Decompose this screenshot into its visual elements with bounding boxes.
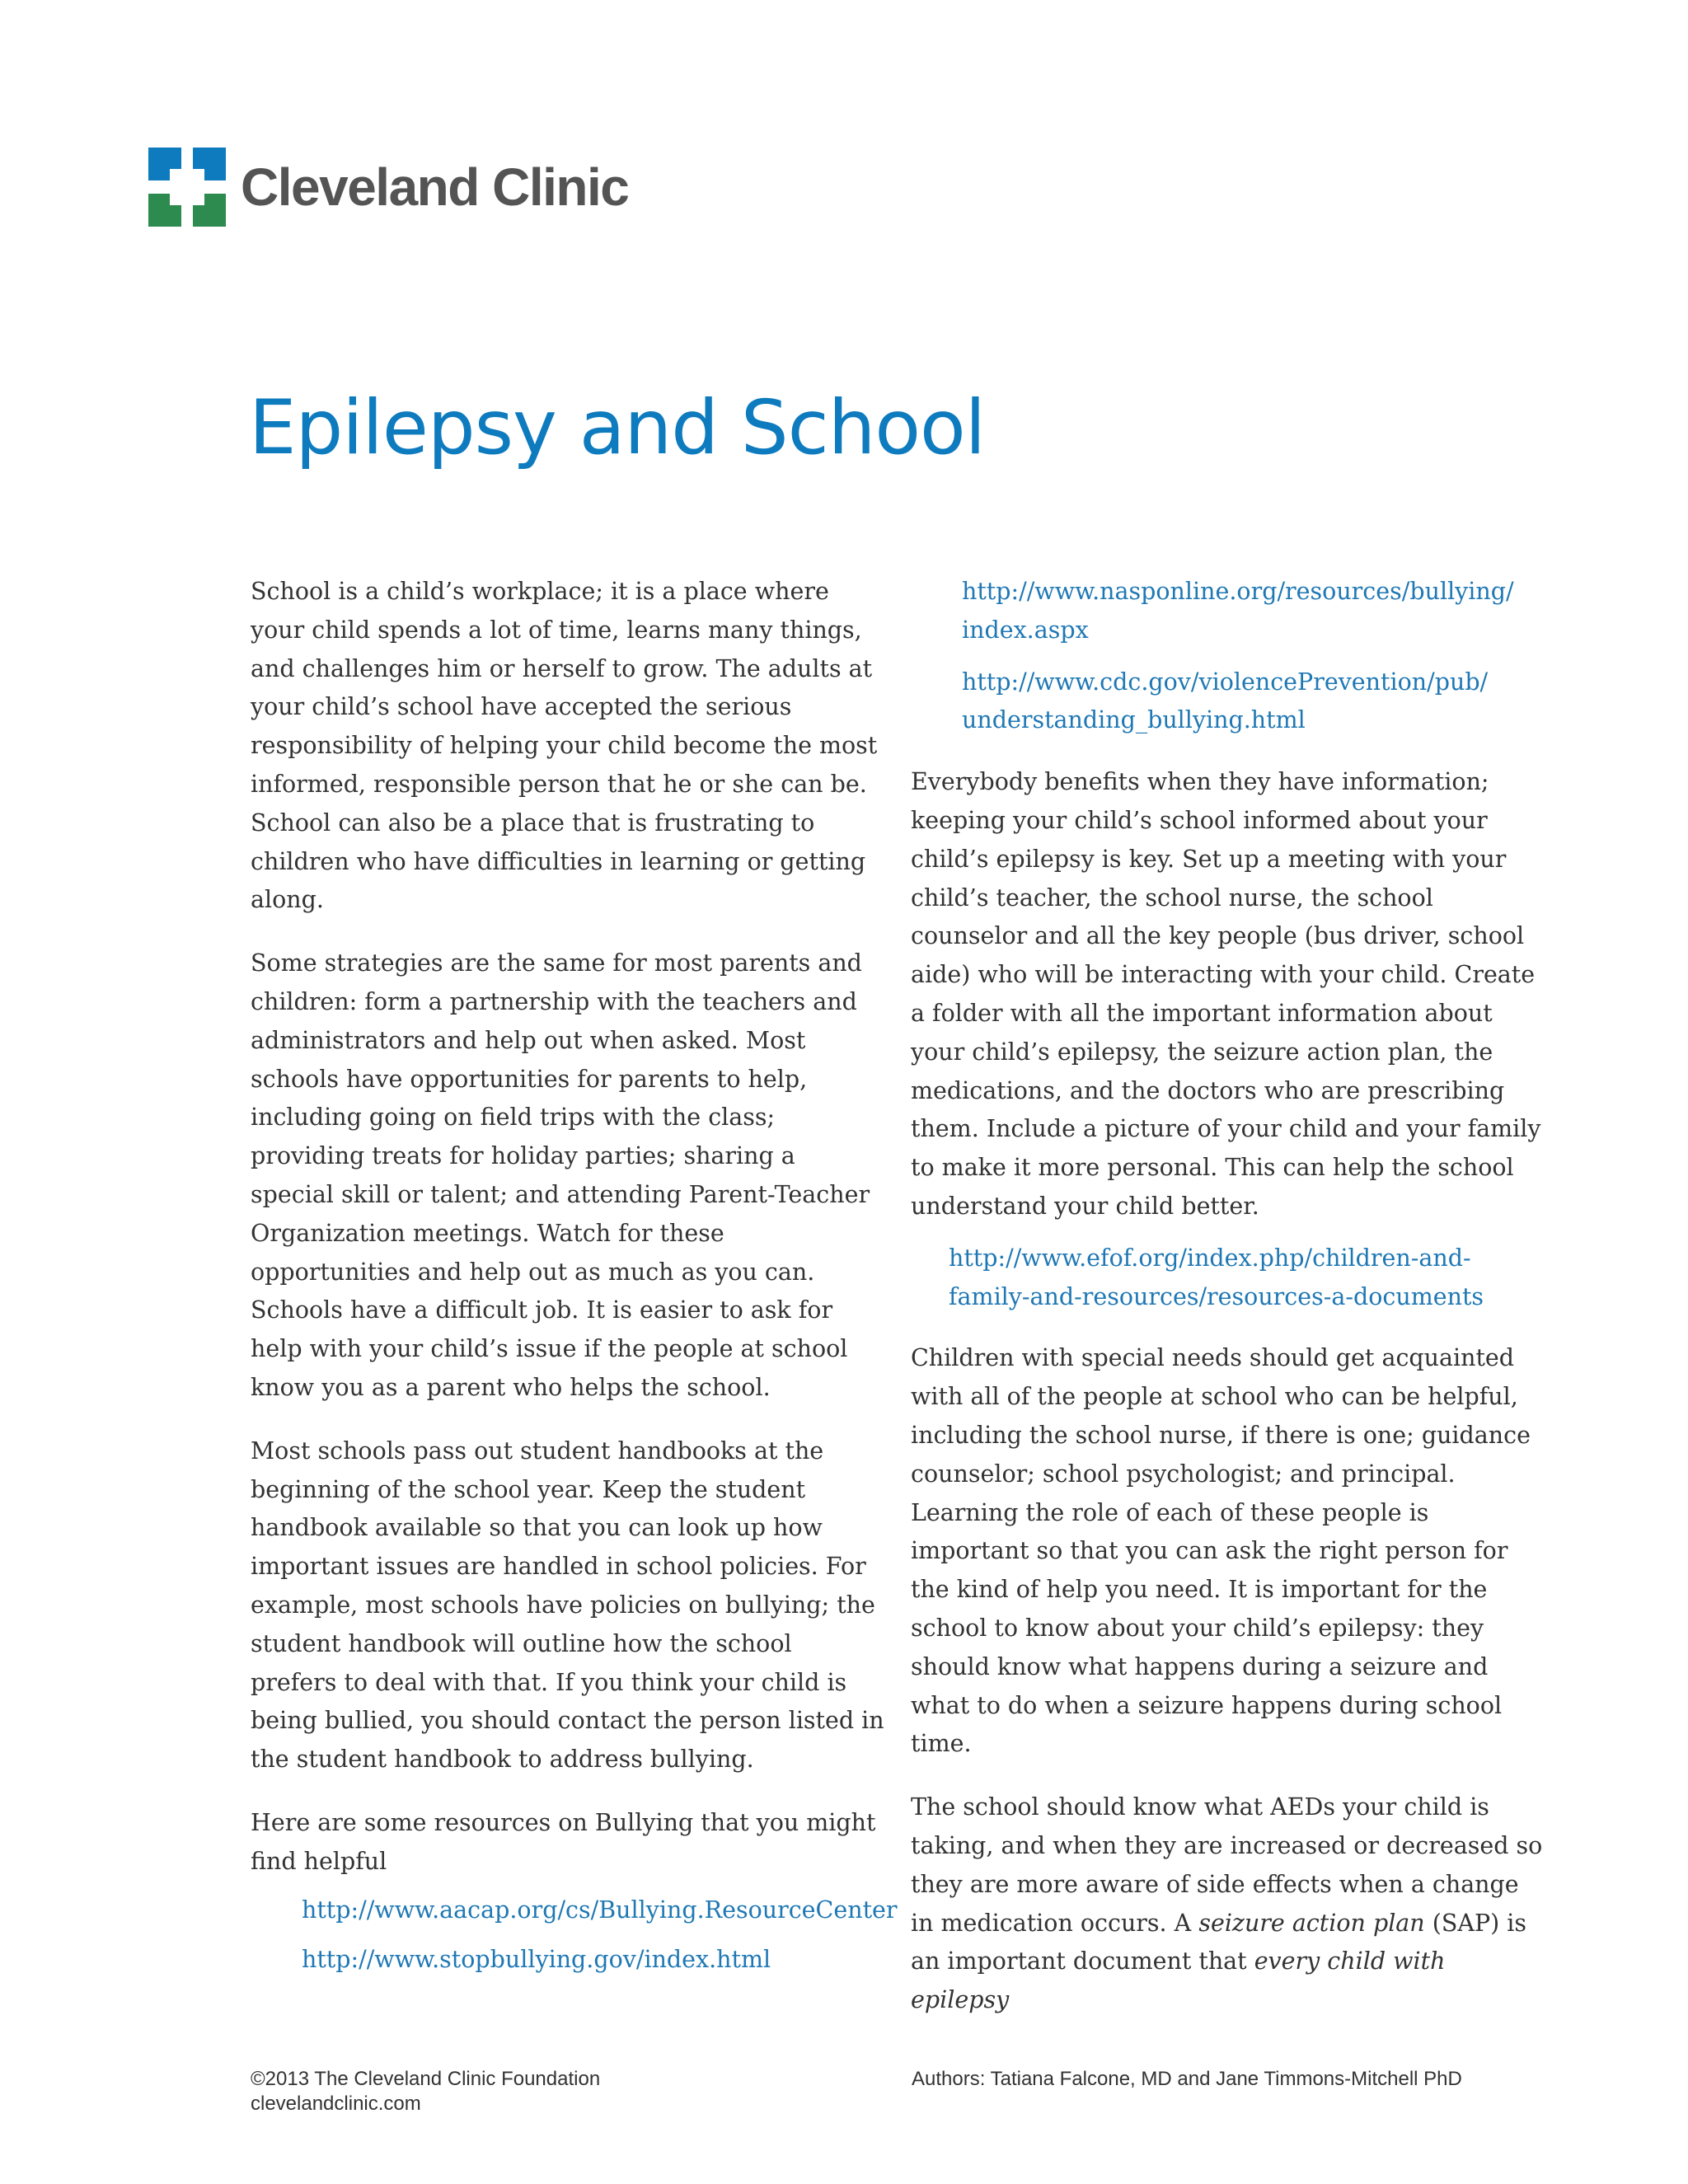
logo-wordmark: Cleveland Clinic — [241, 157, 629, 217]
link-nasponline-bullying[interactable] — [911, 573, 1539, 650]
link-cdc-understanding-bullying[interactable] — [911, 663, 1539, 741]
paragraph-information: Everybody benefits when they have information; keeping your child’s school informed about your child’s epilepsy is key. Set up a meeting with your child’s teacher, the school nurse, the school counselor and all the key people (bus driver, school aide) who will be interacting with your child. Create a folder with all the important information about your child’s epilepsy, the seizure action plan, the medications, and the doctors who are prescribing them. Include a picture of your child and your family to make it more personal. This can help the school understand your child better. — [911, 768, 1541, 1220]
paragraph-intro: School is a child’s workplace; it is a place where your child spends a lot of time, learns many things, and challenges him or herself to grow. The adults at your child’s school have accepted the serious responsibility of helping your child become the most informed, responsible person that he or she can be. School can also be a place that is frustrating to children who have difficulties in learning or getting along. — [251, 578, 878, 914]
cleveland-clinic-logo — [148, 147, 628, 227]
link-line: http://www.nasponline.org/resources/bullying/ — [962, 578, 1514, 605]
footer-authors: Authors: Tatiana Falcone, MD and Jane Timmons-Mitchell PhD — [912, 2068, 1462, 2090]
text-run: The school should know what AEDs your child is taking, and when they are increased or decreased so they are more aware of side effects when a change in medication occurs. A — [911, 1793, 1543, 1937]
cleveland-clinic-cross-icon — [148, 148, 226, 227]
footer-left — [251, 2067, 600, 2116]
text-run: (SAP) is an important document that — [911, 1909, 1527, 1975]
paragraph-resources-intro: Here are some resources on Bullying that you might find helpful — [251, 1808, 876, 1875]
link-stopbullying[interactable]: http://www.stopbullying.gov/index.html — [302, 1946, 771, 1974]
paragraph-handbooks: Most schools pass out student handbooks at the beginning of the school year. Keep the student handbook available so that you can look up how important issues are handled in school policies. For example, most schools have policies on bullying; the student handbook will outline how the school prefers to deal with that. If you think your child is being bullied, you should contact the person listed in the student handbook to address bullying. — [251, 1436, 884, 1774]
paragraph-special-needs: Children with special needs should get acquainted with all of the people at school who can be helpful, including the school nurse, if there is one; guidance counselor; school psychologist; and principal. Learning the role of each of these people is important so that you can ask the right person for the kind of help you need. It is important for the school to know about your child’s epilepsy: they should know what happens during a seizure and what to do when a seizure happens during school time. — [911, 1344, 1531, 1758]
left-column — [251, 573, 898, 1991]
footer-copyright: ©2013 The Cleveland Clinic Foundation — [251, 2068, 601, 2090]
paragraph-aeds — [911, 1788, 1545, 2020]
footer-right — [912, 2067, 1462, 2092]
link-line: http://www.efof.org/index.php/children-and- — [949, 1244, 1471, 1272]
right-column — [911, 573, 1545, 2045]
italic-every-child: every child with epilepsy — [911, 1947, 1446, 2014]
footer-website[interactable]: clevelandclinic.com — [251, 2093, 421, 2115]
link-aacap-bullying[interactable]: http://www.aacap.org/cs/Bullying.ResourceCenter — [302, 1896, 898, 1924]
link-line: http://www.cdc.gov/violencePrevention/pub/ — [962, 668, 1489, 696]
page-title: Epilepsy and School — [249, 385, 985, 471]
link-line: index.aspx — [962, 616, 1089, 644]
link-line: understanding_bullying.html — [962, 706, 1306, 734]
paragraph-strategies: Some strategies are the same for most parents and children: form a partnership with the teachers and administrators and help out when asked. Most schools have opportunities for parents to help, including going on field trips with the class; providing treats for holiday parties; sharing a special skill or talent; and attending Parent-Teacher Organization meetings. Watch for these opportunities and help out as much as you can. Schools have a difficult job. It is easier to ask for help with your child’s issue if the people at school know you as a parent who helps the school. — [251, 949, 870, 1401]
link-efof-resources[interactable] — [911, 1240, 1526, 1317]
link-line: family-and-resources/resources-a-documents — [949, 1282, 1484, 1310]
italic-seizure-action-plan: seizure action plan — [1198, 1909, 1425, 1937]
